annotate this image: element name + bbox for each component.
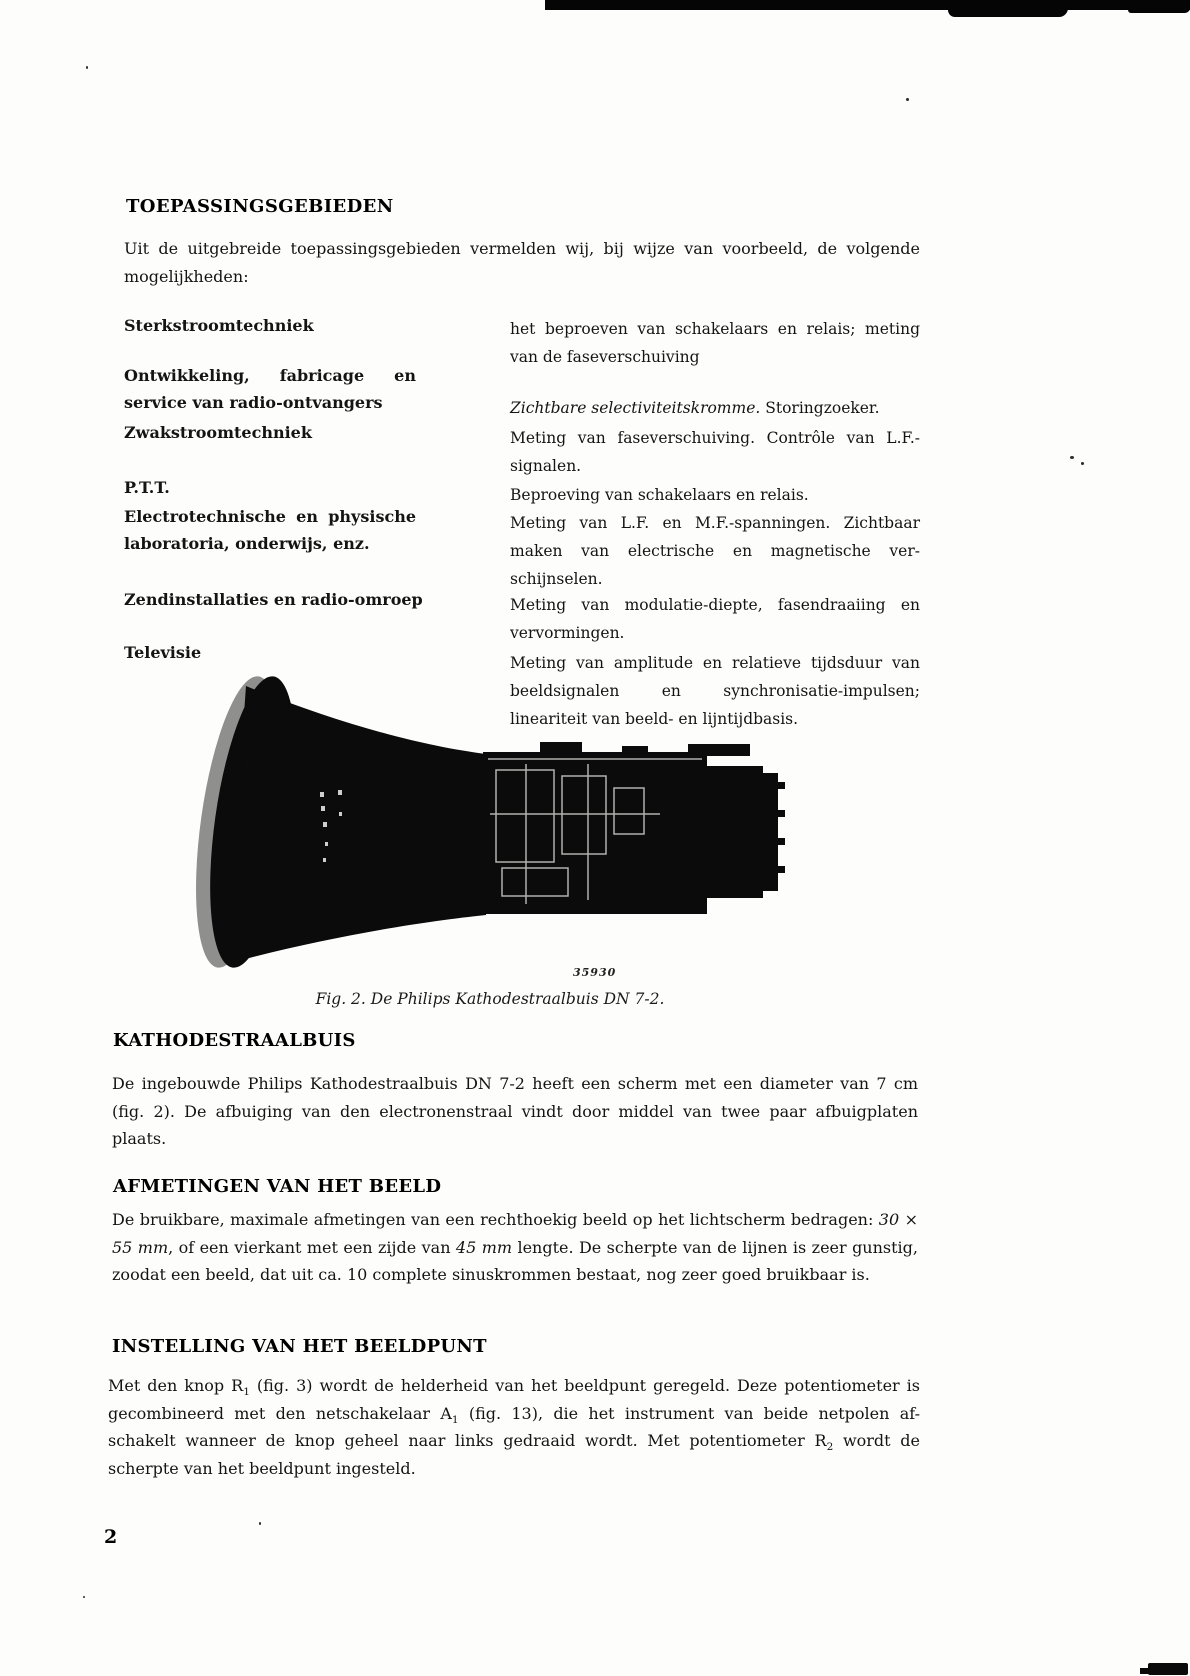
application-use: Zichtbare selectiviteitskromme. Storingzoeker. — [510, 399, 880, 417]
application-use: Meting van L.F. en M.F.-spanningen. Zichtbaar maken van electrische en magnetische ver-schijnselen. — [510, 514, 920, 588]
section-heading-kathodestraalbuis: KATHODESTRAALBUIS — [113, 1030, 356, 1051]
figure-caption: Fig. 2. De Philips Kathodestraalbuis DN 7-2. — [315, 990, 665, 1008]
page-number: 2 — [104, 1526, 118, 1548]
scan-artifact-bottom-right — [1140, 1668, 1152, 1674]
application-field: Televisie — [124, 643, 202, 662]
intro-paragraph: Uit de uitgebreide toepassingsgebieden vermelden wij, bij wijze van voorbeeld, de volgende mogelijkheden: — [124, 239, 920, 286]
cathode-ray-tube-photo — [190, 672, 785, 984]
scan-artifact-bottom-right — [1148, 1663, 1188, 1675]
scan-artifact-top-bar — [545, 0, 1190, 10]
scan-speck — [83, 1596, 85, 1598]
application-field: P.T.T. — [124, 478, 170, 497]
scan-speck — [1070, 456, 1074, 459]
application-field: Ontwikkeling, fabricage en service van radio-ontvangers — [124, 366, 416, 412]
application-field: Zendinstallaties en radio-omroep — [124, 590, 423, 609]
application-use: Meting van modulatie-diepte, fasendraaiing en vervormingen. — [510, 596, 920, 642]
application-field: Zwakstroomtechniek — [124, 423, 312, 442]
photo-reference-number: 35930 — [573, 966, 617, 979]
scan-artifact-top-blob — [948, 0, 1068, 17]
scan-speck — [1081, 462, 1084, 465]
figure-2 — [190, 672, 785, 984]
section-paragraph-kathodestraalbuis: De ingebouwde Philips Kathodestraalbuis DN 7-2 heeft een scherm met een diameter van 7 cm (fig. 2). De afbuiging van den electronenstraal vindt door middel van twee paar afbuigplaten plaats. — [112, 1074, 918, 1148]
application-field: Electrotechnische en physische laboratoria, onderwijs, enz. — [124, 507, 416, 553]
section-heading-afmetingen: AFMETINGEN VAN HET BEELD — [113, 1176, 442, 1197]
scan-artifact-top-blob — [1128, 0, 1190, 13]
application-use: Meting van faseverschuiving. Contrôle van L.F.-signalen. — [510, 429, 920, 475]
scan-speck — [259, 1522, 261, 1525]
section-paragraph-instelling: Met den knop $R_1$ (fig. 3) wordt de helderheid van het beeldpunt geregeld. Deze potentiometer is gecombineerd met den netschakelaar $A_1$ (fig. 13), die het instrument van beide netpolen af-schakelt wanneer de knop geheel naar links gedraaid wordt. Met potentiometer $R_2$ wordt de scherpte van het beeldpunt ingesteld. — [108, 1376, 921, 1478]
page-title: TOEPASSINGSGEBIEDEN — [126, 196, 394, 217]
application-field: Sterkstroomtechniek — [124, 316, 314, 335]
section-heading-instelling: INSTELLING VAN HET BEELDPUNT — [112, 1336, 487, 1357]
scan-speck — [86, 66, 88, 69]
scan-speck — [906, 98, 909, 101]
application-use: Meting van amplitude en relatieve tijdsduur van beeldsignalen en synchronisatie-impulsen; lineariteit van beeld- en lijntijdbasis. — [510, 654, 920, 728]
application-use: het beproeven van schakelaars en relais; meting van de faseverschuiving — [510, 320, 920, 366]
section-paragraph-afmetingen: De bruikbare, maximale afmetingen van een rechthoekig beeld op het lichtscherm bedragen: 30 × 55 mm, of een vierkant met een zijde van 45 mm lengte. De scherpte van de lijnen is zeer gunstig, zoodat een beeld, dat uit ca. 10 complete sinuskrommen bestaat, nog zeer goed bruikbaar is. — [112, 1210, 919, 1284]
application-use: Beproeving van schakelaars en relais. — [510, 486, 809, 504]
